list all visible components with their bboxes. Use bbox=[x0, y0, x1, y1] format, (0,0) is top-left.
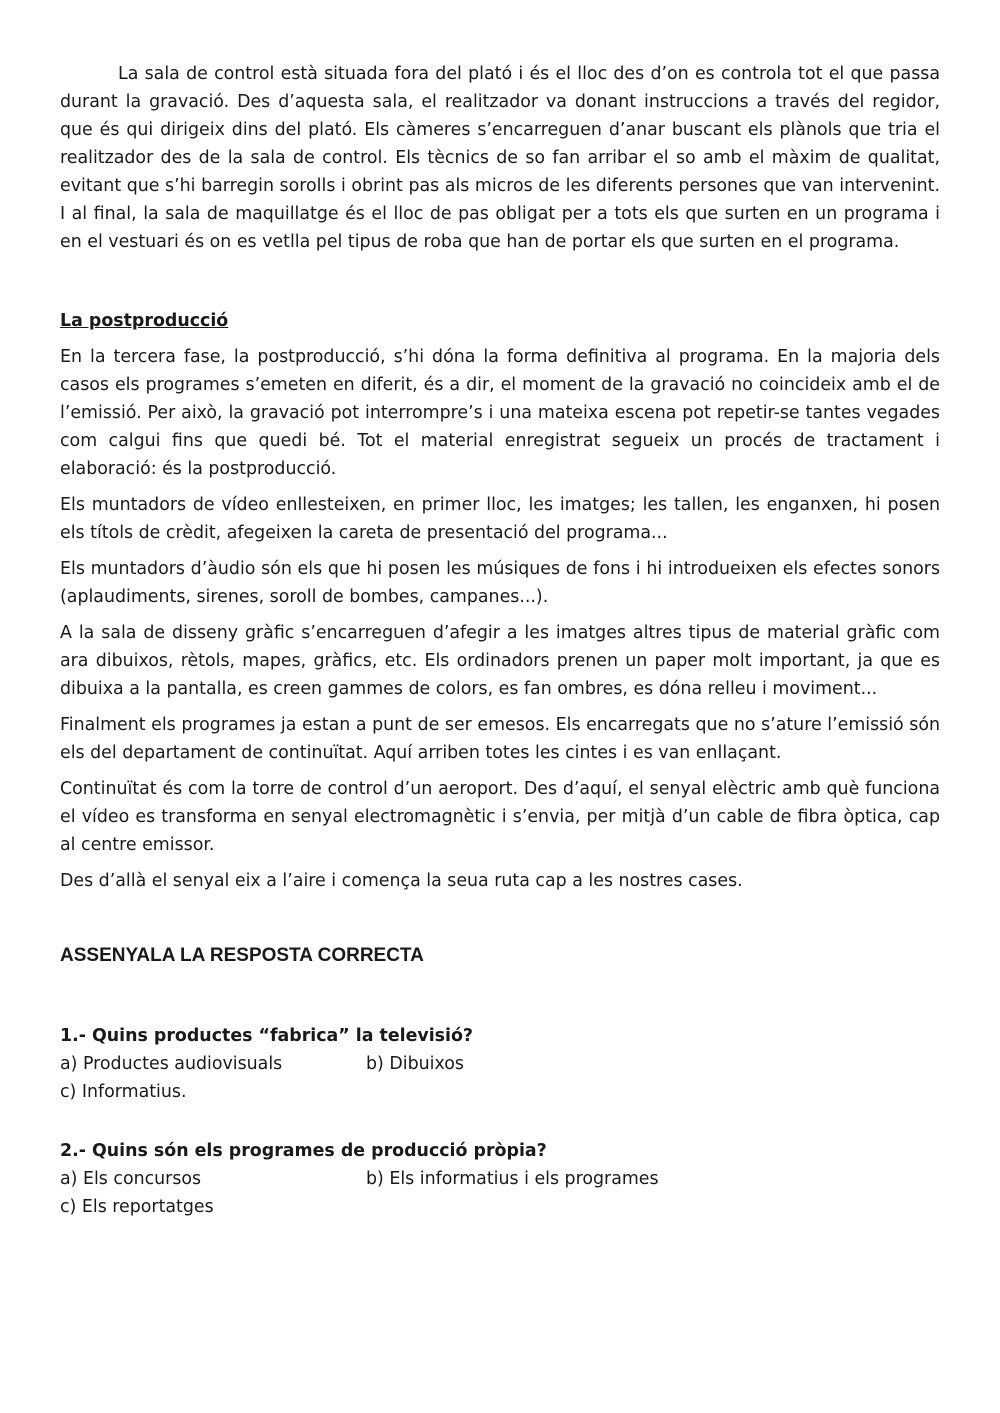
postproduction-paragraph: Els muntadors d’àudio són els que hi posen les músiques de fons i hi introdueixen els efectes sonors (aplaudiments, sirenes, soroll de bombes, campanes...). bbox=[60, 559, 940, 607]
answer-option-c[interactable]: c) Informatius. bbox=[60, 1082, 187, 1102]
question-title: 2.- Quins són els programes de producció pròpia? bbox=[60, 1141, 547, 1161]
options-row bbox=[60, 1050, 940, 1078]
postproduction-paragraph: Els muntadors de vídeo enllesteixen, en primer lloc, les imatges; les tallen, les enganxen, hi posen els títols de crèdit, afegeixen la careta de presentació del programa... bbox=[60, 495, 940, 543]
postproduction-paragraph: A la sala de disseny gràfic s’encarreguen d’afegir a les imatges altres tipus de material gràfic com ara dibuixos, rètols, mapes, gràfics, etc. Els ordinadors prenen un paper molt important, ja que es dibuixa a la pantalla, es creen gammes de colors, es fan ombres, es dóna relleu i moviment... bbox=[60, 623, 940, 699]
answer-option-b[interactable]: b) Els informatius i els programes bbox=[366, 1169, 659, 1189]
postproduction-paragraph: En la tercera fase, la postproducció, s’hi dóna la forma definitiva al programa. En la majoria dels casos els programes s’emeten en diferit, és a dir, el moment de la gravació no coincideix amb el de l’emissió. Per això, la gravació pot interrompre’s i una mateixa escena pot repetir-se tantes vegades com calgui fins que quedi bé. Tot el material enregistrat segueix un procés de tractament i elaboració: és la postproducció. bbox=[60, 347, 940, 479]
section-heading-postproduction: La postproducció bbox=[60, 311, 229, 331]
postproduction-paragraph: Finalment els programes ja estan a punt de ser emesos. Els encarregats que no s’ature l’emissió són els del departament de continuïtat. Aquí arriben totes les cintes i es van enllaçant. bbox=[60, 715, 940, 763]
document-page bbox=[60, 60, 940, 1221]
postproduction-paragraph: Continuïtat és com la torre de control d’un aeroport. Des d’aquí, el senyal elèctric amb què funciona el vídeo es transforma en senyal electromagnètic i s’envia, per mitjà d’un cable de fibra òptica, cap al centre emissor. bbox=[60, 779, 940, 855]
postproduction-paragraph: Des d’allà el senyal eix a l’aire i comença la seua ruta cap a les nostres cases. bbox=[60, 871, 743, 891]
answer-option-b[interactable]: b) Dibuixos bbox=[366, 1054, 464, 1074]
quiz-heading: ASSENYALA LA RESPOSTA CORRECTA bbox=[60, 945, 424, 966]
answer-option-a[interactable]: a) Productes audiovisuals bbox=[60, 1054, 283, 1074]
options-row bbox=[60, 1165, 940, 1193]
intro-paragraph: La sala de control està situada fora del plató i és el lloc des d’on es controla tot el que passa durant la gravació. Des d’aquesta sala, el realitzador va donant instruccions a través del regidor, que és qui dirigeix dins del plató. Els càmeres s’encarreguen d’anar buscant els plànols que tria el realitzador des de la sala de control. Els tècnics de so fan arribar el so amb el màxim de qualitat, evitant que s’hi barregin sorolls i obrint pas als micros de les diferents persones que van intervenint. I al final, la sala de maquillatge és el lloc de pas obligat per a tots els que surten en un programa i en el vestuari és on es vetlla pel tipus de roba que han de portar els que surten en el programa. bbox=[60, 64, 940, 252]
answer-option-a[interactable]: a) Els concursos bbox=[60, 1169, 202, 1189]
question-2 bbox=[60, 1137, 940, 1221]
question-title: 1.- Quins productes “fabrica” la televisió? bbox=[60, 1026, 474, 1046]
question-1 bbox=[60, 1022, 940, 1106]
answer-option-c[interactable]: c) Els reportatges bbox=[60, 1197, 214, 1217]
